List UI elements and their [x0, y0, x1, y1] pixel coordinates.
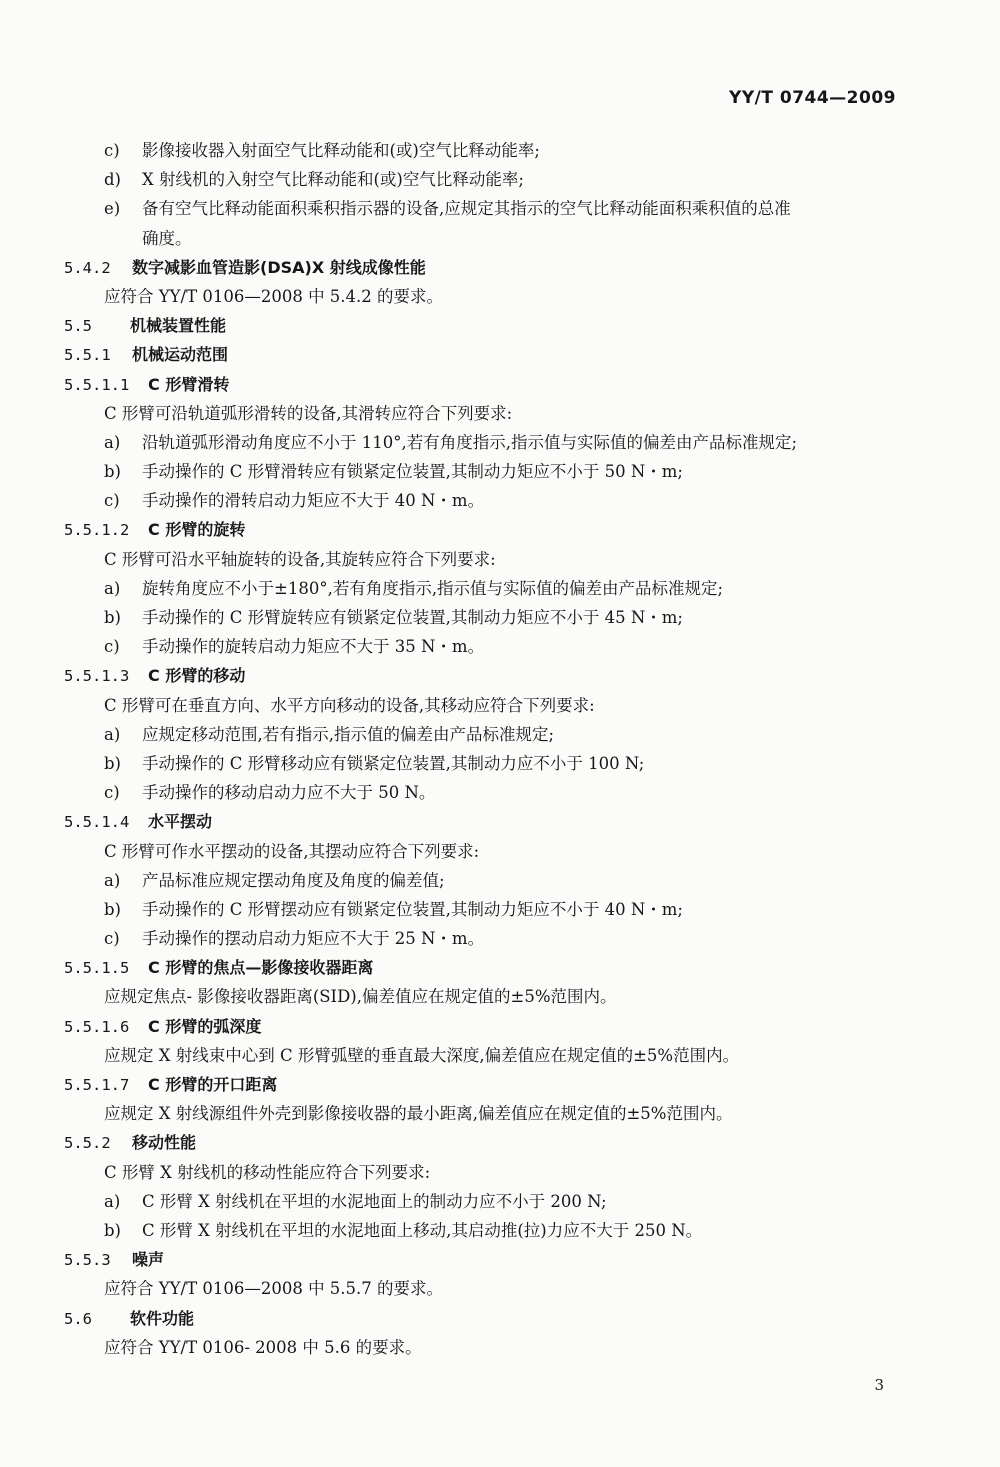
item-marker: c)	[104, 491, 120, 511]
list-item	[64, 1216, 904, 1245]
item-marker: a)	[104, 578, 121, 598]
paragraph: 应符合 YY/T 0106- 2008 中 5.6 的要求。	[104, 1337, 422, 1357]
item-text: 备有空气比释动能面积乘积指示器的设备,应规定其指示的空气比释动能面积乘积值的总准	[142, 199, 791, 219]
section-number: 5.5.1.7	[64, 1076, 130, 1094]
section-heading	[64, 807, 904, 836]
item-text: C 形臂 X 射线机在平坦的水泥地面上的制动力应不小于 200 N;	[142, 1191, 607, 1211]
item-marker: b)	[104, 462, 121, 482]
item-text: 手动操作的移动启动力应不大于 50 N。	[142, 783, 436, 803]
paragraph: C 形臂可沿轨道弧形滑转的设备,其滑转应符合下列要求:	[104, 403, 513, 423]
section-title: C 形臂滑转	[148, 374, 230, 394]
list-item	[64, 749, 904, 778]
item-text: C 形臂 X 射线机在平坦的水泥地面上移动,其启动推(拉)力应不大于 250 N。	[142, 1220, 703, 1240]
section-number: 5.4.2	[64, 258, 111, 277]
section-title: 数字减影血管造影(DSA)X 射线成像性能	[132, 257, 426, 277]
list-item	[64, 778, 904, 807]
item-text: X 射线机的入射空气比释动能和(或)空气比释动能率;	[142, 170, 524, 190]
section-title: 机械运动范围	[132, 345, 229, 365]
section-number: 5.5.1.2	[64, 521, 130, 540]
item-text: 旋转角度应不小于±180°,若有角度指示,指示值与实际值的偏差由产品标准规定;	[142, 578, 724, 598]
list-item	[64, 866, 904, 895]
page-number: 3	[874, 1376, 884, 1394]
section-title: 噪声	[132, 1250, 165, 1270]
list-item	[64, 574, 904, 603]
list-item	[64, 720, 904, 749]
section-number: 5.5.3	[64, 1251, 111, 1270]
item-marker: b)	[104, 1220, 121, 1240]
item-continuation: 确度。	[142, 228, 192, 248]
list-item	[64, 194, 904, 223]
section-heading	[64, 1304, 904, 1333]
section-heading	[64, 340, 904, 369]
item-marker: b)	[104, 753, 121, 773]
item-text: 手动操作的 C 形臂滑转应有锁紧定位装置,其制动力矩应不小于 50 N・m;	[142, 462, 683, 482]
section-number: 5.5.2	[64, 1134, 111, 1153]
paragraph: C 形臂可作水平摆动的设备,其摆动应符合下列要求:	[104, 841, 480, 861]
section-title: C 形臂的移动	[148, 666, 246, 686]
item-text: 应规定移动范围,若有指示,指示值的偏差由产品标准规定;	[142, 724, 555, 744]
section-number: 5.5.1.3	[64, 667, 130, 686]
item-text: 手动操作的滑转启动力矩应不大于 40 N・m。	[142, 491, 485, 511]
section-heading	[64, 253, 904, 282]
list-item	[64, 603, 904, 632]
paragraph: 应符合 YY/T 0106—2008 中 5.4.2 的要求。	[104, 286, 444, 306]
paragraph: 应规定焦点- 影像接收器距离(SID),偏差值应在规定值的±5%范围内。	[104, 987, 617, 1007]
section-number: 5.5.1.5	[64, 959, 130, 978]
item-marker: a)	[104, 724, 121, 744]
section-title: C 形臂的开口距离	[148, 1075, 278, 1094]
page-body	[64, 136, 904, 1362]
section-title: 移动性能	[132, 1133, 197, 1153]
section-title: C 形臂的弧深度	[148, 1016, 262, 1036]
list-item	[64, 428, 904, 457]
section-heading	[64, 661, 904, 690]
list-item	[64, 1187, 904, 1216]
item-marker: c)	[104, 637, 120, 657]
section-number: 5.5.1.4	[64, 813, 130, 832]
section-title: 机械装置性能	[130, 316, 227, 336]
section-heading	[64, 953, 904, 982]
list-item	[64, 632, 904, 661]
list-item	[64, 136, 904, 165]
item-text: 手动操作的 C 形臂旋转应有锁紧定位装置,其制动力矩应不小于 45 N・m;	[142, 608, 683, 627]
item-text: 影像接收器入射面空气比释动能和(或)空气比释动能率;	[142, 141, 540, 160]
section-heading	[64, 311, 904, 340]
section-number: 5.5.1	[64, 346, 111, 365]
item-text: 手动操作的摆动启动力矩应不大于 25 N・m。	[142, 929, 485, 949]
section-number: 5.6	[64, 1309, 92, 1328]
item-marker: a)	[104, 870, 121, 890]
section-heading	[64, 370, 904, 399]
section-heading	[64, 1070, 904, 1099]
list-item	[64, 895, 904, 924]
section-number: 5.5.1.6	[64, 1017, 130, 1036]
item-marker: c)	[104, 929, 120, 949]
list-item	[64, 924, 904, 953]
paragraph: C 形臂可沿水平轴旋转的设备,其旋转应符合下列要求:	[104, 549, 496, 569]
section-number: 5.5.1.1	[64, 375, 130, 394]
paragraph: 应规定 X 射线束中心到 C 形臂弧壁的垂直最大深度,偏差值应在规定值的±5%范围内。	[104, 1045, 740, 1065]
item-marker: c)	[104, 141, 120, 160]
paragraph: 应符合 YY/T 0106—2008 中 5.5.7 的要求。	[104, 1279, 444, 1299]
section-heading	[64, 515, 904, 544]
paragraph: C 形臂 X 射线机的移动性能应符合下列要求:	[104, 1162, 431, 1182]
item-text: 手动操作的 C 形臂摆动应有锁紧定位装置,其制动力矩应不小于 40 N・m;	[142, 899, 683, 919]
item-marker: d)	[104, 170, 121, 190]
list-item	[64, 486, 904, 515]
item-marker: a)	[104, 1191, 121, 1211]
item-text: 沿轨道弧形滑动角度应不小于 110°,若有角度指示,指示值与实际值的偏差由产品标准规定;	[142, 432, 798, 452]
paragraph: C 形臂可在垂直方向、水平方向移动的设备,其移动应符合下列要求:	[104, 695, 595, 715]
section-title: 水平摆动	[148, 812, 213, 832]
section-title: C 形臂的焦点—影像接收器距离	[148, 958, 374, 978]
section-heading	[64, 1245, 904, 1274]
item-text: 手动操作的旋转启动力矩应不大于 35 N・m。	[142, 637, 485, 657]
section-heading	[64, 1012, 904, 1041]
list-item	[64, 165, 904, 194]
list-item	[64, 457, 904, 486]
section-number: 5.5	[64, 317, 92, 336]
section-title: 软件功能	[130, 1308, 195, 1328]
item-marker: b)	[104, 899, 121, 919]
item-marker: c)	[104, 783, 120, 803]
section-title: C 形臂的旋转	[148, 520, 246, 540]
item-marker: e)	[104, 199, 121, 219]
item-text: 产品标准应规定摆动角度及角度的偏差值;	[142, 870, 445, 890]
standard-code: YY/T 0744—2009	[729, 88, 896, 108]
item-marker: b)	[104, 608, 121, 627]
item-text: 手动操作的 C 形臂移动应有锁紧定位装置,其制动力应不小于 100 N;	[142, 753, 645, 773]
section-heading	[64, 1128, 904, 1157]
paragraph: 应规定 X 射线源组件外壳到影像接收器的最小距离,偏差值应在规定值的±5%范围内。	[104, 1104, 733, 1124]
item-marker: a)	[104, 432, 121, 452]
